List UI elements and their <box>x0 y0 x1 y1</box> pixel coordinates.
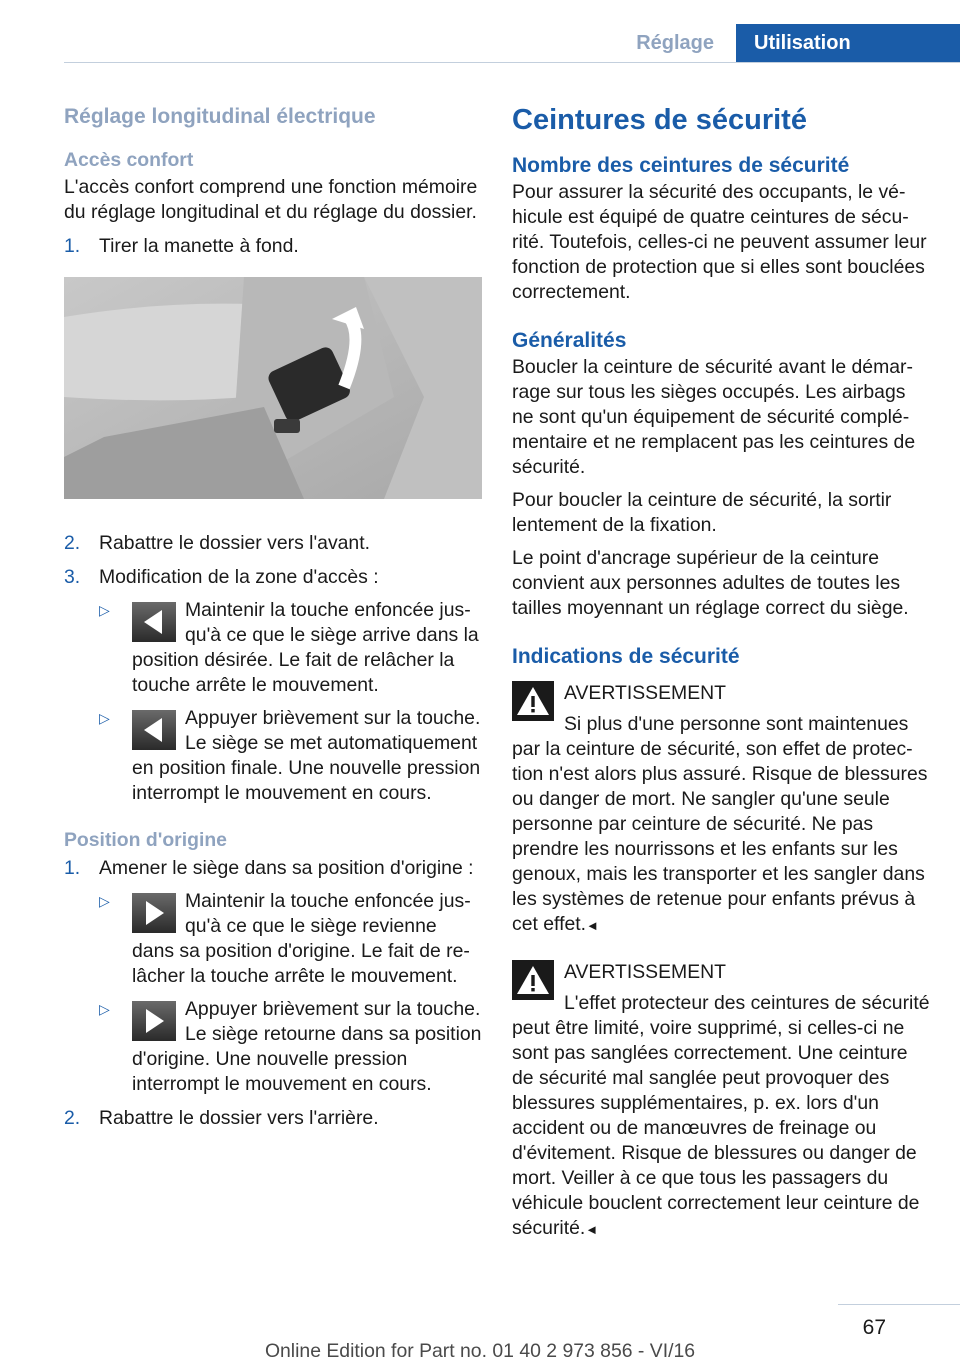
paragraph-nombre: Pour assurer la sécurité des occupants, le véhicule est équipé de quatre ceintures de sécurité. Toutefois, celles-ci ne peuvent assumer leur fonction de protection que si elles sont bouclées correctement. <box>512 181 927 303</box>
sub-list-item <box>97 997 482 1097</box>
step-text: Modification de la zone d'accès : <box>99 566 379 588</box>
seat-forward-button-icon <box>132 1001 176 1041</box>
sub-list-item <box>97 889 482 989</box>
list-item <box>64 1106 482 1131</box>
header-tabs <box>614 24 960 62</box>
seat-back-button-icon <box>132 602 176 642</box>
footer-divider <box>838 1304 960 1305</box>
seat-lever-photo <box>64 277 482 499</box>
step-text: Amener le siège dans sa position d'origine : <box>99 857 474 879</box>
paragraph-generalites-2: Pour boucler la ceinture de sécurité, la sortir lentement de la fixation. <box>512 489 892 536</box>
sub-item-text: Maintenir la touche enfoncée jusqu'à ce que le siège arrive dans la position désirée. Le fait de relâcher la touche arrête le mouvement. <box>132 599 479 696</box>
access-steps <box>64 234 482 259</box>
subtitle-nombre-ceintures: Nombre des ceintures de sécurité <box>512 154 850 177</box>
section-title-ceintures: Ceintures de sécurité <box>512 104 807 136</box>
origin-steps <box>64 856 482 1131</box>
tab-reglage[interactable]: Réglage <box>636 32 714 54</box>
bullet-triangle-icon: ▷ <box>99 602 110 618</box>
warning-label: AVERTISSEMENT <box>564 961 726 983</box>
warning-text: L'effet protecteur des ceintures de sécurité peut être limité, voire supprimé, si celles-ci ne sont pas sanglées correctement. Une ceinture de sécurité mal sanglée peut provoquer des blessures supplémentaires, p. ex. lors d'un accident ou de manœuvres de freinage ou d'évitement. Risque de blessures ou danger de mort. Veiller à ce que tous les passagers du véhicule bouclent correctement leur ceinture de sécurité. <box>512 992 930 1239</box>
sub-list-item <box>97 598 482 698</box>
step-number: 1. <box>64 235 81 257</box>
step-number: 2. <box>64 1107 81 1129</box>
step-number: 1. <box>64 857 81 879</box>
paragraph-generalites-1: Boucler la ceinture de sécurité avant le démarrage sur tous les sièges occupés. Les airbags ne sont qu'un équipement de sécurité complémentaire et ne remplacent pas les ceintures de sécurité. <box>512 356 916 478</box>
step-text: Rabattre le dossier vers l'arrière. <box>99 1107 379 1129</box>
tab-utilisation[interactable]: Utilisation <box>736 24 960 62</box>
subtitle-indications: Indications de sécurité <box>512 645 740 668</box>
sub-list-item <box>97 706 482 806</box>
section-title-reglage: Réglage longitudinal électrique <box>64 105 376 128</box>
bullet-triangle-icon: ▷ <box>99 710 110 726</box>
left-column <box>64 98 482 1131</box>
warning-triangle-icon <box>512 681 554 721</box>
right-column <box>512 98 930 1242</box>
subtitle-position-origine: Position d'origine <box>64 829 227 851</box>
sub-item-text: Appuyer brièvement sur la touche. Le siège se met automatiquement en position finale. Une nouvelle pression interrompt le mouvement en cours. <box>132 707 481 804</box>
intro-paragraph: L'accès confort comprend une fonction mémoire du réglage longitudinal et du réglage du dossier. <box>64 176 478 223</box>
bullet-triangle-icon: ▷ <box>99 1001 110 1017</box>
warning-block-1 <box>512 681 930 938</box>
list-item <box>64 856 482 1097</box>
paragraph-generalites-3: Le point d'ancrage supérieur de la ceinture convient aux personnes adultes de toutes les tailles moyennant un réglage correct du siège. <box>512 547 909 619</box>
step-text: Rabattre le dossier vers l'avant. <box>99 532 370 554</box>
sub-item-text: Maintenir la touche enfoncée jusqu'à ce que le siège revienne dans sa position d'origine. Le fait de relâcher la touche arrête le mouvement. <box>132 890 471 987</box>
step-number: 2. <box>64 532 81 554</box>
step-number: 3. <box>64 566 81 588</box>
sub-item-text: Appuyer brièvement sur la touche. Le siège retourne dans sa position d'origine. Une nouvelle pression interrompt le mouvement en cours. <box>132 998 482 1095</box>
step-text: Tirer la manette à fond. <box>99 235 299 257</box>
warning-triangle-icon <box>512 960 554 1000</box>
seat-forward-button-icon <box>132 893 176 933</box>
list-item <box>64 234 482 259</box>
warning-block-2 <box>512 960 930 1242</box>
warning-label: AVERTISSEMENT <box>564 682 726 704</box>
header-divider <box>64 62 960 63</box>
bullet-triangle-icon: ▷ <box>99 893 110 909</box>
page-number: 67 <box>862 1316 886 1339</box>
end-mark: ◄ <box>586 918 599 933</box>
end-mark: ◄ <box>585 1222 599 1237</box>
warning-text: Si plus d'une personne sont maintenues par la ceinture de sécurité, son effet de protection n'est alors plus assuré. Risque de blessures ou danger de mort. Ne sangler qu'une seule personne par ceinture de sécurité. Ne pas prendre les nourrissons et les enfants sur les genoux, mais les transporter et les sangler dans les systèmes de retenue pour enfants prévus à cet effet. <box>512 713 928 935</box>
origin-sub-list <box>99 889 482 1097</box>
seat-back-button-icon <box>132 710 176 750</box>
subtitle-acces-confort: Accès confort <box>64 149 194 171</box>
access-sub-list <box>99 598 482 806</box>
edition-footer: Online Edition for Part no. 01 40 2 973 856 - VI/16 <box>264 1340 696 1362</box>
list-item <box>64 531 482 556</box>
list-item <box>64 565 482 806</box>
subtitle-generalites: Généralités <box>512 329 627 352</box>
access-steps-continued <box>64 531 482 806</box>
